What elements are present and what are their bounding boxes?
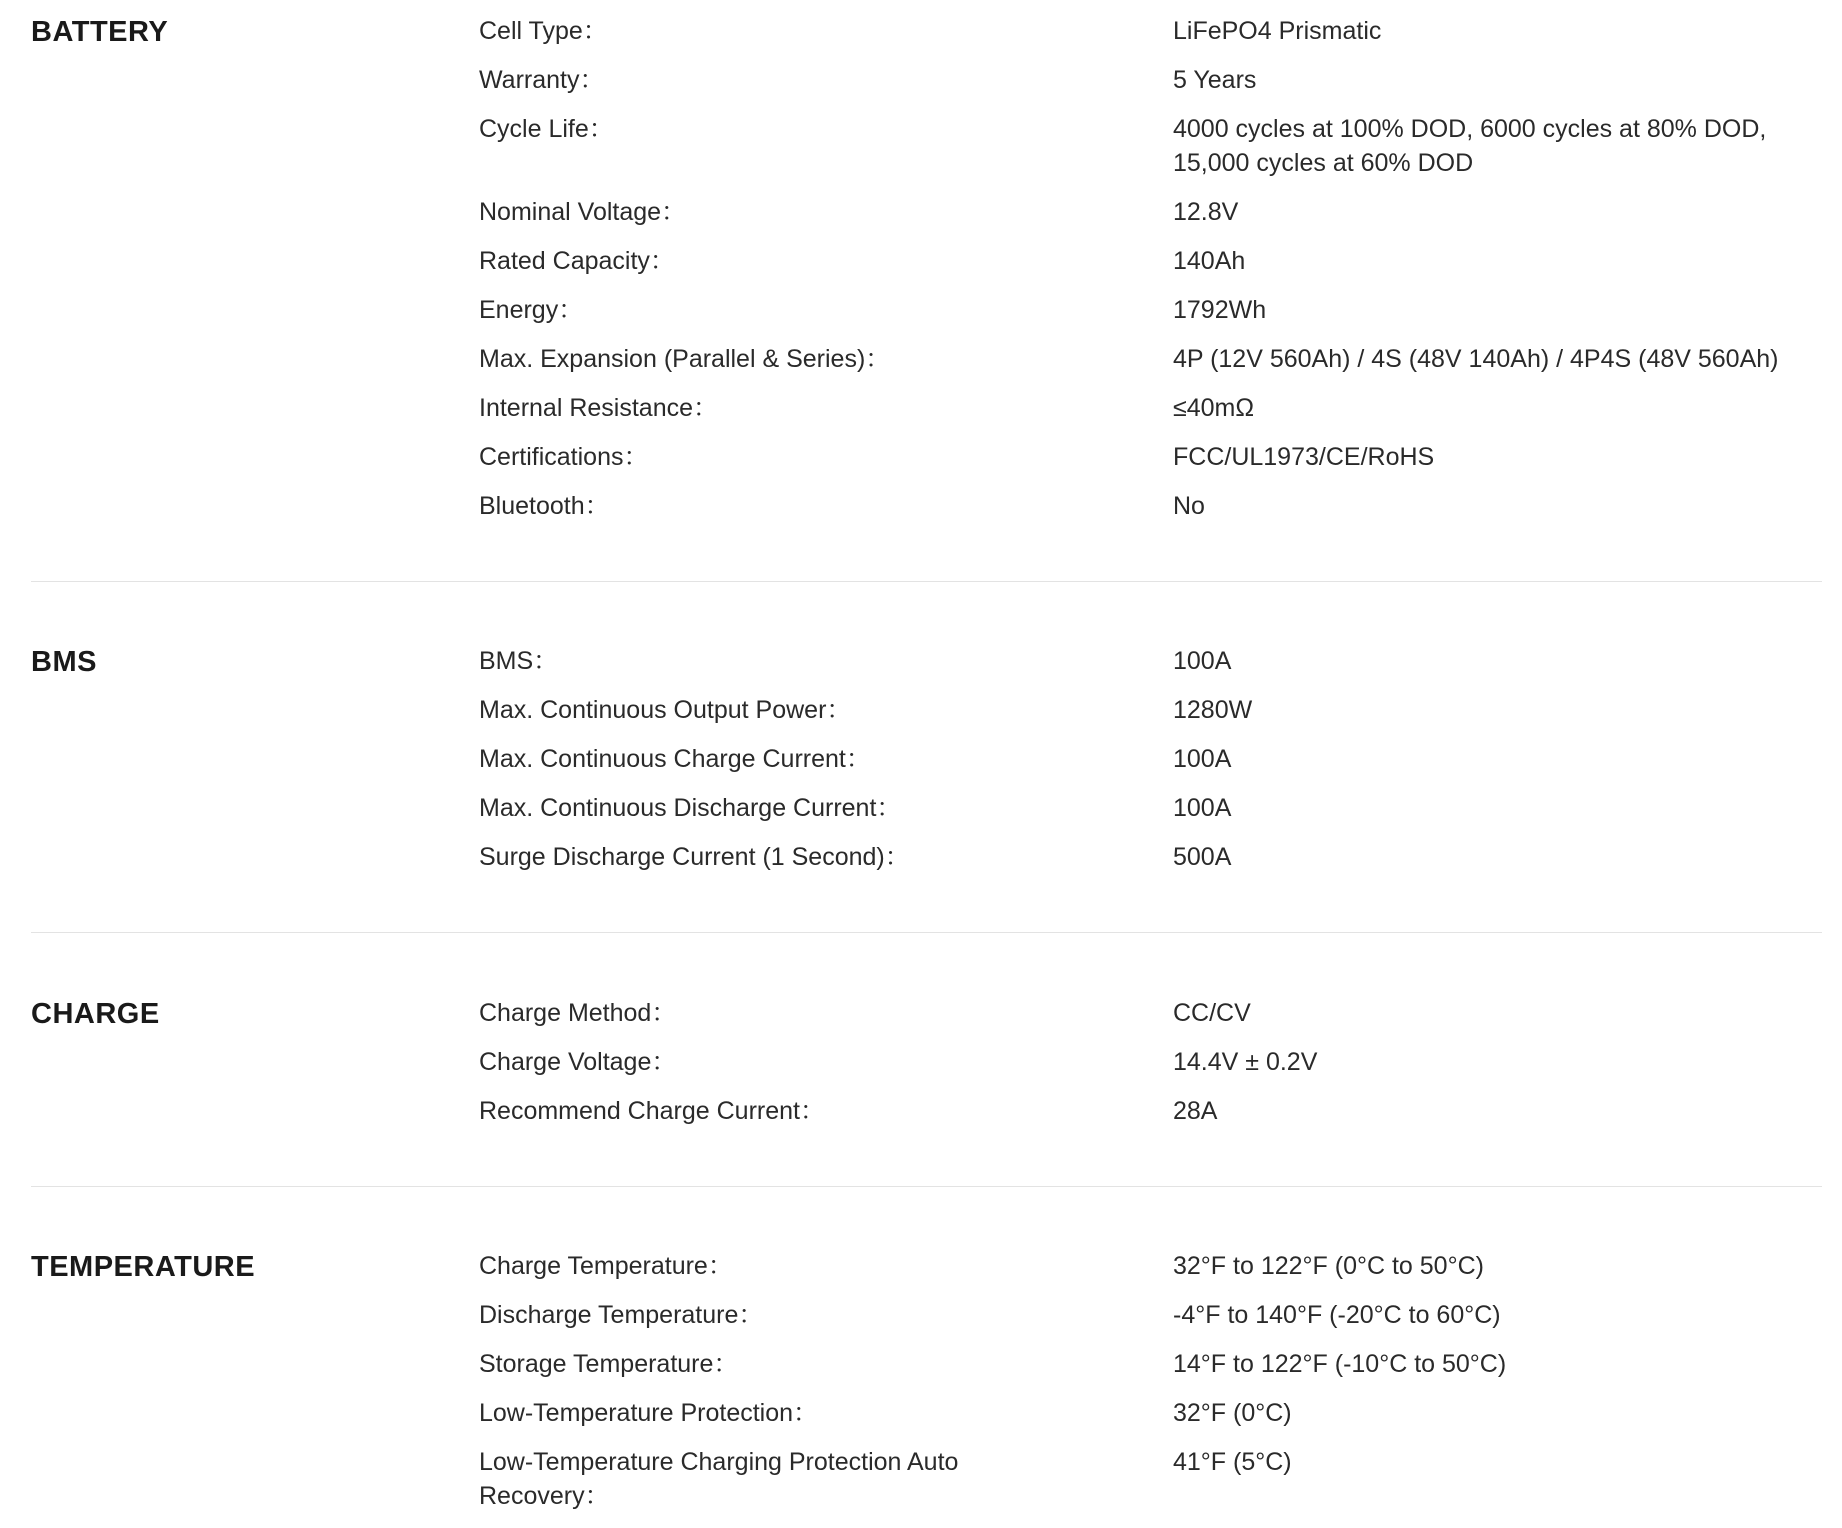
spec-label: Low-Temperature Charging Protection Auto Recovery： — [479, 1448, 959, 1510]
spec-label: Max. Expansion (Parallel & Series)： — [479, 345, 891, 373]
spec-label: Storage Temperature： — [479, 1350, 739, 1378]
spec-value: 14°F to 122°F (-10°C to 50°C) — [1173, 1350, 1507, 1378]
spec-label: Low-Temperature Protection： — [479, 1399, 819, 1427]
spec-value: 1792Wh — [1173, 296, 1267, 324]
spec-row — [479, 63, 1822, 97]
spec-label: Max. Continuous Discharge Current： — [479, 794, 902, 822]
spec-list — [479, 644, 1822, 889]
spec-row — [479, 840, 1822, 874]
spec-value: 100A — [1173, 647, 1232, 675]
spec-value: 4P (12V 560Ah) / 4S (48V 140Ah) / 4P4S (48V 560Ah) — [1173, 345, 1779, 373]
spec-list — [479, 1249, 1822, 1528]
spec-row — [479, 342, 1822, 376]
spec-value: ≤40mΩ — [1173, 394, 1255, 422]
spec-value: 32°F (0°C) — [1173, 1399, 1292, 1427]
spec-list — [479, 14, 1822, 538]
spec-value: -4°F to 140°F (-20°C to 60°C) — [1173, 1301, 1501, 1329]
spec-value: LiFePO4 Prismatic — [1173, 17, 1382, 45]
spec-label: Charge Temperature： — [479, 1252, 733, 1280]
spec-label: Energy： — [479, 296, 584, 324]
spec-row — [479, 1347, 1822, 1381]
spec-label: Charge Method： — [479, 999, 677, 1027]
spec-value: 41°F (5°C) — [1173, 1448, 1292, 1476]
spec-value: 14.4V ± 0.2V — [1173, 1048, 1318, 1076]
spec-label: Cell Type： — [479, 17, 608, 45]
spec-row — [479, 693, 1822, 727]
spec-row — [479, 1249, 1822, 1283]
spec-row — [479, 996, 1822, 1030]
spec-value: 32°F to 122°F (0°C to 50°C) — [1173, 1252, 1484, 1280]
spec-value: 1280W — [1173, 696, 1253, 724]
spec-row — [479, 791, 1822, 825]
spec-label: Bluetooth： — [479, 492, 610, 520]
spec-label: Surge Discharge Current (1 Second)： — [479, 843, 910, 871]
spec-label: BMS： — [479, 647, 559, 675]
section-divider — [31, 581, 1822, 582]
spec-row — [479, 244, 1822, 278]
spec-row — [479, 742, 1822, 776]
spec-row — [479, 1298, 1822, 1332]
section-title: BMS — [31, 646, 97, 678]
spec-label: Max. Continuous Output Power： — [479, 696, 852, 724]
spec-row — [479, 1045, 1822, 1079]
spec-row — [479, 489, 1822, 523]
spec-row — [479, 1445, 1822, 1513]
spec-list — [479, 996, 1822, 1143]
section-divider — [31, 1186, 1822, 1187]
spec-value: CC/CV — [1173, 999, 1251, 1027]
spec-label: Max. Continuous Charge Current： — [479, 745, 871, 773]
spec-label: Certifications： — [479, 443, 649, 471]
spec-label: Discharge Temperature： — [479, 1301, 764, 1329]
spec-label: Warranty： — [479, 66, 605, 94]
section-title: CHARGE — [31, 998, 160, 1030]
spec-label: Recommend Charge Current： — [479, 1097, 825, 1125]
spec-row — [479, 1396, 1822, 1430]
spec-row — [479, 644, 1822, 678]
section-title: BATTERY — [31, 16, 169, 48]
section-title: TEMPERATURE — [31, 1251, 256, 1283]
spec-value: 28A — [1173, 1097, 1218, 1125]
spec-row — [479, 14, 1822, 48]
spec-label: Charge Voltage： — [479, 1048, 677, 1076]
spec-label: Internal Resistance： — [479, 394, 719, 422]
spec-row — [479, 391, 1822, 425]
spec-value: FCC/UL1973/CE/RoHS — [1173, 443, 1435, 471]
spec-label: Rated Capacity： — [479, 247, 675, 275]
spec-value: 12.8V — [1173, 198, 1239, 226]
spec-value: 4000 cycles at 100% DOD, 6000 cycles at 80% DOD, 15,000 cycles at 60% DOD — [1173, 115, 1767, 177]
spec-value: No — [1173, 492, 1205, 520]
spec-label: Cycle Life： — [479, 115, 614, 143]
spec-row — [479, 293, 1822, 327]
spec-value: 140Ah — [1173, 247, 1246, 275]
spec-label: Nominal Voltage： — [479, 198, 687, 226]
spec-row — [479, 440, 1822, 474]
spec-row — [479, 1094, 1822, 1128]
spec-value: 5 Years — [1173, 66, 1257, 94]
spec-value: 100A — [1173, 745, 1232, 773]
spec-value: 100A — [1173, 794, 1232, 822]
spec-value: 500A — [1173, 843, 1232, 871]
section-divider — [31, 932, 1822, 933]
spec-row — [479, 112, 1822, 180]
spec-row — [479, 195, 1822, 229]
